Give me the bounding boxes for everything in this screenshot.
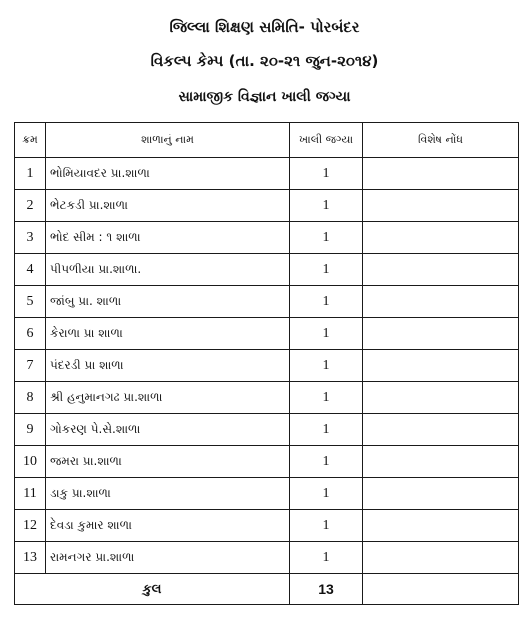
row-vacancy-count: 1 [290,350,363,382]
row-special-note [363,286,519,318]
total-note-cell [363,574,519,605]
row-serial-no: 9 [15,414,46,446]
row-special-note [363,478,519,510]
row-serial-no: 4 [15,254,46,286]
row-school-name: ડાકુ પ્રા.શાળા [46,478,290,510]
header-special-note: વિશેષ નોંધ [363,123,519,158]
row-vacancy-count: 1 [290,542,363,574]
row-vacancy-count: 1 [290,382,363,414]
row-school-name: જાંબુ પ્રા. શાળા [46,286,290,318]
row-school-name: ગોકરણ પે.સે.શાળા [46,414,290,446]
header-school-name: શાળાનું નામ [46,123,290,158]
row-serial-no: 1 [15,158,46,190]
total-row [15,574,519,605]
row-serial-no: 8 [15,382,46,414]
table-header-row [15,123,519,158]
row-school-name: પીપળીયા પ્રા.શાળા. [46,254,290,286]
row-special-note [363,190,519,222]
row-vacancy-count: 1 [290,190,363,222]
table-row [15,446,519,478]
table-row [15,286,519,318]
row-school-name: ભેટકડી પ્રા.શાળા [46,190,290,222]
row-serial-no: 10 [15,446,46,478]
camp-title: વિકલ્પ કેમ્પ (તા. ૨૦-૨૧ જુન-૨૦૧૪) [150,52,379,70]
table-row [15,222,519,254]
row-vacancy-count: 1 [290,286,363,318]
table-row [15,254,519,286]
row-school-name: પંદરડી પ્રા શાળા [46,350,290,382]
table-row [15,190,519,222]
row-school-name: શ્રી હનુમાનગઢ પ્રા.શાળા [46,382,290,414]
row-serial-no: 3 [15,222,46,254]
total-label: કુલ [15,574,290,605]
header-vacancy: ખાલી જગ્યા [290,123,363,158]
header-serial-no: ક્રમ [15,123,46,158]
row-special-note [363,350,519,382]
row-vacancy-count: 1 [290,222,363,254]
row-school-name: જમરા પ્રા.શાળા [46,446,290,478]
row-school-name: રામનગર પ્રા.શાળા [46,542,290,574]
row-school-name: કેરાળા પ્રા શાળા [46,318,290,350]
table-row [15,382,519,414]
row-vacancy-count: 1 [290,478,363,510]
row-vacancy-count: 1 [290,414,363,446]
row-special-note [363,382,519,414]
row-vacancy-count: 1 [290,318,363,350]
row-special-note [363,158,519,190]
table-row [15,414,519,446]
row-serial-no: 2 [15,190,46,222]
table-row [15,542,519,574]
row-serial-no: 13 [15,542,46,574]
row-vacancy-count: 1 [290,446,363,478]
row-school-name: ભોદ સીમ : ૧ શાળા [46,222,290,254]
subject-title: સામાજીક વિજ્ઞાન ખાલી જગ્યા [178,89,351,105]
table-row [15,510,519,542]
total-value: 13 [290,574,363,605]
row-special-note [363,542,519,574]
row-special-note [363,446,519,478]
table-row [15,318,519,350]
row-special-note [363,414,519,446]
row-serial-no: 7 [15,350,46,382]
row-special-note [363,510,519,542]
row-school-name: દેવડા કુમાર શાળા [46,510,290,542]
row-serial-no: 12 [15,510,46,542]
row-school-name: ભોમિયાવદર પ્રા.શાળા [46,158,290,190]
row-vacancy-count: 1 [290,510,363,542]
row-special-note [363,318,519,350]
row-serial-no: 5 [15,286,46,318]
row-vacancy-count: 1 [290,158,363,190]
vacancy-table [14,122,519,605]
row-special-note [363,254,519,286]
table-row [15,158,519,190]
table-row [15,478,519,510]
row-serial-no: 11 [15,478,46,510]
table-row [15,350,519,382]
district-title: જિલ્લા શિક્ષણ સમિતિ- પોરબંદર [169,18,360,36]
row-serial-no: 6 [15,318,46,350]
row-special-note [363,222,519,254]
row-vacancy-count: 1 [290,254,363,286]
